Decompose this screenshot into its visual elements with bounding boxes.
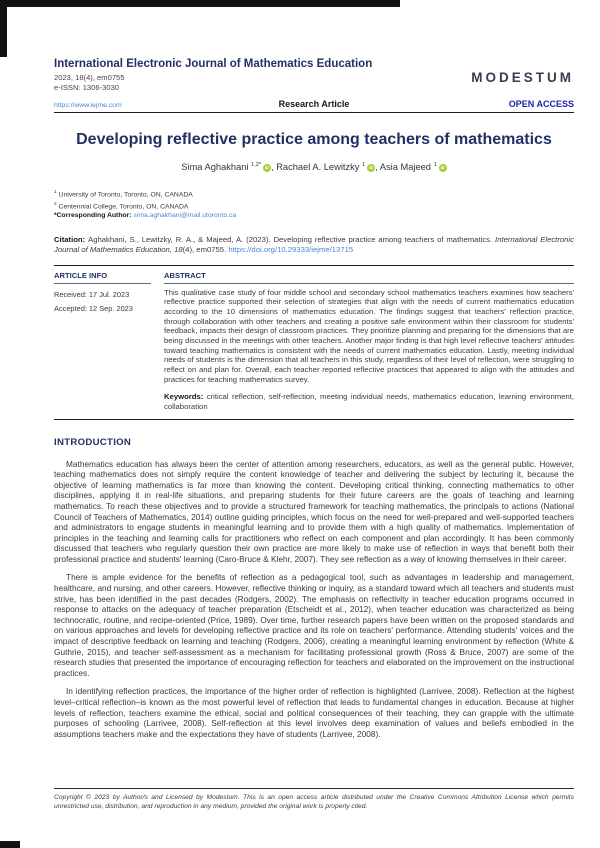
journal-header xyxy=(54,58,574,93)
keywords-label: Keywords: xyxy=(164,392,207,402)
section-heading-introduction: INTRODUCTION xyxy=(54,436,132,448)
accepted-date: Accepted: 12 Sep. 2023 xyxy=(54,304,133,314)
publisher-logo: MODESTUM xyxy=(471,70,574,85)
corresponding-author-line xyxy=(54,211,574,220)
body-paragraph: In identifying reflection practices, the importance of the higher order of reflection is highlighted (Larrivee, 2008). Reflection at the highest level–critical reflection–is known as the most powerful level of reflection that leads to fundamental changes in education. Because at higher levels of reflection, teachers examine the ethical, social and political consequences of their teaching, they can grapple with the ultimate purposes of schooling (Larrivee, 2008). Self-reflection at this level involves deep examination of values and beliefs embodied in the assumptions teachers make and the expectations they have of students (Larrivee, 2008). xyxy=(54,686,574,739)
affiliation-marker: 1 xyxy=(54,190,57,196)
received-date: Received: 17 Jul. 2023 xyxy=(54,289,130,299)
body-paragraph: There is ample evidence for the benefits of reflection as a pedagogical tool, such as advantages in leadership and management, healthcare, and nursing, and other careers. However, reflective thinking or inquiry, as a standard toward which all teachers and students must strive, has been identified in the past decades (Rodgers, 2002). The emphasis on reflectivity in teacher education programs occurred in response to attacks on the adequacy of teacher preparation (Etscheidt et al., 2012), when teacher education was characterized as being technocratic, routine, and recipe-oriented (Price, 1989). Over time, further research papers have been written on the proposed standards and on various approaches and levels for developing reflective practice and its role on teachers' performance. Attending students' voices and the impact of descriptive feedback on learning and teaching (Rodgers, 2006), creating a meaningful learning environment by reflection (White & Guthrie, 2015), and teacher self-assessment as a mechanism for facilitating professional growth (Ross & Bruce, 2007) are some of the research studies that presented the importance of encouraging reflection for teachers and elaborated on the improvement on the instructional practices. xyxy=(54,572,574,678)
article-info-heading: ARTICLE INFO xyxy=(54,268,151,284)
citation-text: (4), em0755. xyxy=(182,245,229,255)
author-separator: , xyxy=(271,162,277,173)
article-info-table xyxy=(54,265,574,420)
orcid-icon[interactable]: iD xyxy=(369,165,374,171)
open-access-badge: OPEN ACCESS xyxy=(508,99,574,109)
author-name: Sima Aghakhani xyxy=(181,162,249,173)
author-separator: , xyxy=(375,162,380,173)
author-name: Asia Majeed xyxy=(379,162,431,173)
affiliation-marker: 2 xyxy=(54,201,57,207)
journal-website-link[interactable]: https://www.iejme.com xyxy=(54,102,122,109)
copyright-footer: Copyright © 2023 by Author/s and Licensed by Modestum. This is an open access article distributed under the Creative Commons Attribution License which permits unrestricted use, distribution, and reproduction in any medium, provided the original work is properly cited. xyxy=(54,788,574,812)
affiliation-text: University of Toronto, Toronto, ON, CANADA xyxy=(56,191,193,199)
journal-issue-info: 2023, 18(4), em0755 xyxy=(54,73,125,82)
abstract-heading: ABSTRACT xyxy=(164,268,574,284)
keywords-list: critical reflection, self-reflection, meeting individual needs, mathematics education, learning environment, collaboration xyxy=(164,392,575,411)
author-affiliation-marker: 1 xyxy=(362,162,366,168)
affiliation-text: Centennial College, Toronto, ON, CANADA xyxy=(56,203,189,211)
citation-block xyxy=(54,235,574,256)
article-info-column xyxy=(54,268,151,412)
scan-artifact-bottom-corner xyxy=(0,841,20,848)
article-type-label: Research Article xyxy=(278,99,350,109)
orcid-icon[interactable]: iD xyxy=(264,165,270,171)
journal-header-bar xyxy=(54,99,574,113)
citation-label: Citation: xyxy=(54,234,89,244)
keywords-line xyxy=(164,392,574,411)
corresponding-author-email-link[interactable]: sima.aghakhani@mail.utoronto.ca xyxy=(133,212,237,220)
author xyxy=(276,162,375,172)
journal-title: International Electronic Journal of Mathematics Education xyxy=(54,58,373,70)
author-list xyxy=(54,162,574,172)
doi-link[interactable]: https://doi.org/10.29333/iejme/13715 xyxy=(228,245,354,255)
abstract-text: This qualitative case study of four middle school and secondary school mathematics teachers examines how teachers' reflective practice supported their selection of strategies that align with the needs of current mathematics education according to the 10 dimensions of mathematics education. The findings suggest that teachers' reflection practice, through collaboration with other teachers and creating a positive safe environment within their classroom for students' feedback, impacts their design of classroom practices. They prioritize planning and preparing for the dimensions that are being discussed in the meetings with other teachers. Another major finding is that high level reflective teachers' attitudes toward teaching mathematics is consistent with the needs of current mathematics education. Lastly, meeting individual needs of students is the dimension that all teachers in this study, regardless of their level of reflection, were struggling to reflect on and plan for. Overall, each teacher reported reflective practices that appeared to align with the attitudes and practices for teaching mathematics survey. xyxy=(164,287,574,384)
author-affiliation-marker: 1,2* xyxy=(251,162,262,168)
scan-artifact-top xyxy=(0,0,400,7)
affiliation-line xyxy=(54,200,574,212)
scan-artifact-left xyxy=(0,0,7,57)
author xyxy=(380,162,447,172)
paper-title: Developing reflective practice among teachers of mathematics xyxy=(76,131,552,148)
affiliations-block xyxy=(54,188,574,221)
citation-text: Aghakhani, S., Lewitzky, R. A., & Majeed, A. (2023). Developing reflective practice among teachers of mathematics. xyxy=(88,234,496,244)
affiliation-line xyxy=(54,188,574,200)
author-name: Rachael A. Lewitzky xyxy=(276,162,360,173)
corresponding-author-label: *Corresponding Author: xyxy=(54,212,134,220)
orcid-icon[interactable]: iD xyxy=(440,165,445,171)
journal-header-left xyxy=(54,58,372,93)
author xyxy=(181,162,271,172)
journal-issn: e-ISSN: 1306-3030 xyxy=(54,83,120,92)
body-paragraph: Mathematics education has always been the center of attention among researchers, educators, as well as the general public. However, teaching mathematics does not simply require the content knowledge of teacher and delivering the subject by lecturing it, because the objective of learning mathematics is far more than knowing the content. Developing critical thinking, connecting mathematics to other disciplines, applying it in real-life situations, and preparing students for their future careers are the goals of teaching and learning mathematics. To reach these objectives and to provide a structured framework for teaching mathematics, the principals to actions (National Council of Teachers of Mathematics, 2014) outline guiding principles, which focus on the need for well-prepared and well-supported teachers and administrators to engage students in meaningful learning and to provide them with a high quality of mathematics. Implementation of principles in the teaching and learning calls for practitioners who reflect on each component and plan accordingly. It has been commonly discussed that teachers who regularly question their own practice are more likely to make use of reflection in ways that benefit both their professional practice and students' learning (Caro-Bruce & Klehr, 2007). They see reflection as a way of knowing themselves in their career. xyxy=(54,458,574,564)
citation-journal-name: International Electronic Journal of Mathematics Education, 18 xyxy=(54,234,574,255)
abstract-column xyxy=(164,268,574,412)
author-affiliation-marker: 1 xyxy=(433,162,437,168)
